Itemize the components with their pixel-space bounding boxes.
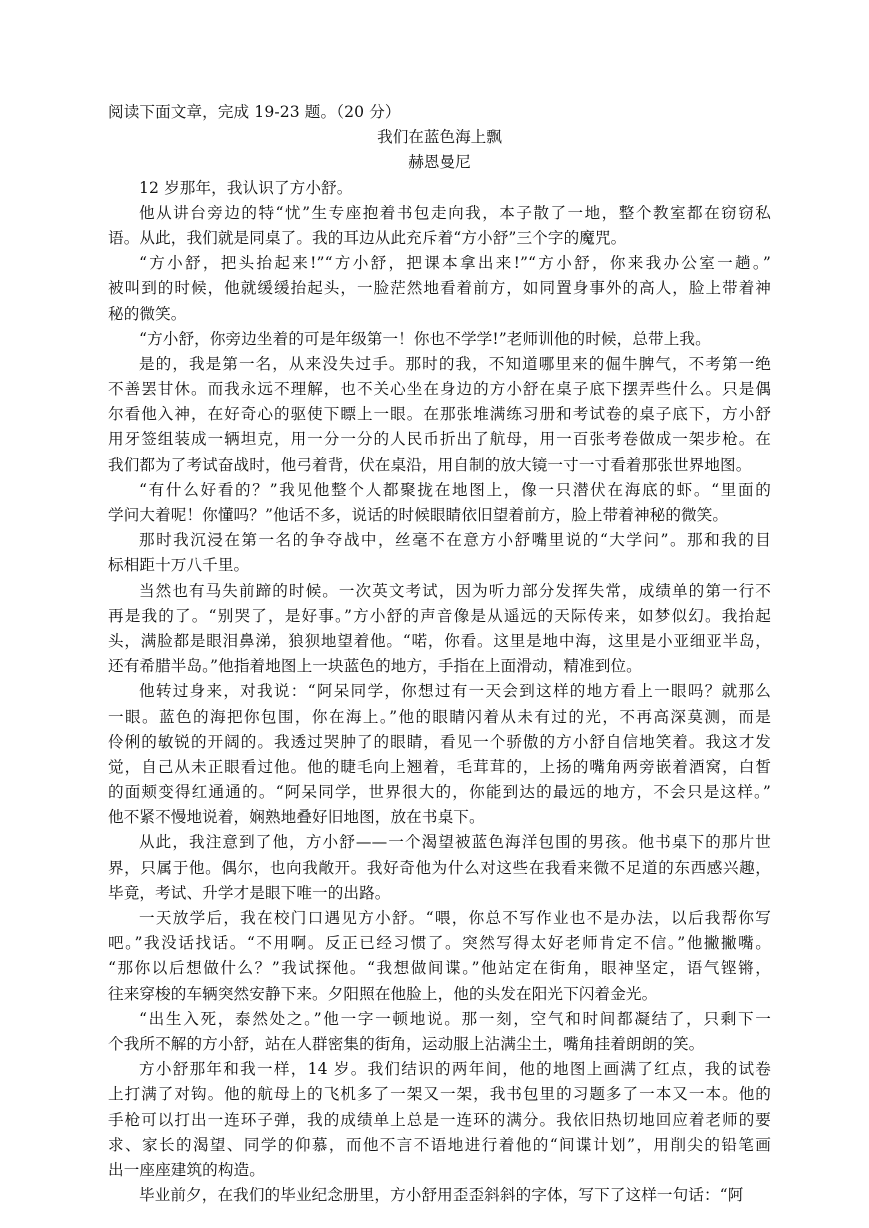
body-line: 的面颊变得红通通的。“阿呆同学，世界很大的，你能到达的最远的地方，不会只是这样。” — [108, 783, 771, 802]
body-line: 求、家长的渴望、同学的仰慕，而他不言不语地进行着他的“间谍计划”，用削尖的铅笔画 — [108, 1135, 771, 1154]
body-line: 标相距十万八千里。 — [108, 556, 250, 575]
body-line: 尔看他入神，在好奇心的驱使下瞟上一眼。在那张堆满练习册和考试卷的桌子底下，方小舒 — [108, 405, 771, 424]
body-line: 从此，我注意到了他，方小舒——一个渴望被蓝色海洋包围的男孩。他书桌下的那片世 — [139, 833, 771, 852]
body-line: 界，只属于他。偶尔，也向我敞开。我好奇他为什么对这些在我看来微不足道的东西感兴趣， — [108, 858, 771, 877]
body-line: 不善罢甘休。而我永远不理解，也不关心坐在身边的方小舒在桌子底下摆弄些什么。只是偶 — [108, 380, 771, 399]
body-line: 秘的微笑。 — [108, 304, 187, 323]
body-line: 毕竟，考试、升学才是眼下唯一的出路。 — [108, 883, 391, 902]
body-line: 头，满脸都是眼泪鼻涕，狼狈地望着他。“喏，你看。这里是地中海，这里是小亚细亚半岛， — [108, 631, 771, 650]
body-line: 语。从此，我们就是同桌了。我的耳边从此充斥着“方小舒”三个字的魔咒。 — [108, 228, 627, 247]
body-line: 觉，自己从未正眼看过他。他的睫毛向上翘着，毛茸茸的，上扬的嘴角两旁嵌着酒窝，白皙 — [108, 757, 771, 776]
body-line: 我们都为了考试奋战时，他弓着背，伏在桌沿，用自制的放大镜一寸一寸看着那张世界地图。 — [108, 455, 752, 474]
body-line: 一天放学后，我在校门口遇见方小舒。“喂，你总不写作业也不是办法，以后我帮你写 — [139, 909, 771, 927]
body-line: “那你以后想做什么？”我试探他。“我想做间谍。”他站定在街角，眼神坚定，语气铿锵， — [108, 959, 771, 978]
body-line: 当然也有马失前蹄的时候。一次英文考试，因为听力部分发挥失常，成绩单的第一行不 — [139, 581, 771, 600]
body-line: 吧。”我没话找话。“不用啊。反正已经习惯了。突然写得太好老师肯定不信。”他撇撇嘴。 — [108, 934, 771, 953]
body-line: 12 岁那年，我认识了方小舒。 — [139, 178, 353, 197]
body-line: 伶俐的敏锐的开阔的。我透过哭肿了的眼睛，看见一个骄傲的方小舒自信地笑着。我这才发 — [108, 732, 771, 751]
body-line: 还有希腊半岛。”他指着地图上一块蓝色的地方，手指在上面滑动，精准到位。 — [108, 657, 642, 676]
body-line: “方小舒，你旁边坐着的可是年级第一！你也不学学!”老师训他的时候，总带上我。 — [139, 329, 711, 348]
body-line: 被叫到的时候，他就缓缓抬起头，一脸茫然地看着前方，如同置身事外的高人，脸上带着神 — [108, 279, 771, 298]
body-line: 那时我沉浸在第一名的争夺战中，丝毫不在意方小舒嘴里说的“大学问”。那和我的目 — [139, 531, 771, 550]
body-line: 用牙签组装成一辆坦克，用一分一分的人民币折出了航母，用一百张考卷做成一架步枪。在 — [108, 430, 771, 449]
body-line: “出生入死，泰然处之。”他一字一顿地说。那一刻，空气和时间都凝结了，只剩下一 — [139, 1009, 771, 1028]
body-line: 他不紧不慢地说着，娴熟地叠好旧地图，放在书桌下。 — [108, 808, 485, 827]
body-line: 他转过身来，对我说：“阿呆同学，你想过有一天会到这样的地方看上一眼吗？就那么 — [139, 682, 771, 701]
body-line: 学问大着呢！你懂吗？”他话不多，说话的时候眼睛依旧望着前方，脸上带着神秘的微笑。 — [108, 506, 729, 524]
article-body — [108, 176, 771, 1209]
body-line: 个我所不解的方小舒，站在人群密集的街角，运动服上沾满尘土，嘴角挂着朗朗的笑。 — [108, 1034, 705, 1053]
body-line: 手枪可以打出一连环子弹，我的成绩单上总是一连环的满分。我依旧热切地回应着老师的要 — [108, 1110, 771, 1129]
body-line: 方小舒那年和我一样，14 岁。我们结识的两年间，他的地图上画满了红点，我的试卷 — [139, 1060, 771, 1079]
body-line: 是的，我是第一名，从来没失过手。那时的我，不知道哪里来的倔牛脾气，不考第一绝 — [139, 354, 771, 373]
body-line: 上打满了对钩。他的航母上的飞机多了一架又一架，我书包里的习题多了一本又一本。他的 — [108, 1085, 771, 1104]
article-title: 我们在蓝色海上飘 — [377, 128, 502, 147]
body-line: 再是我的了。“别哭了，是好事。”方小舒的声音像是从遥远的天际传来，如梦似幻。我抬起 — [108, 606, 771, 625]
body-line: 毕业前夕，在我们的毕业纪念册里，方小舒用歪歪斜斜的字体，写下了这样一句话：“阿 — [139, 1186, 744, 1205]
body-line: 往来穿梭的车辆突然安静下来。夕阳照在他脸上，他的头发在阳光下闪着金光。 — [108, 984, 658, 1003]
body-line: “有什么好看的？”我见他整个人都聚拢在地图上，像一只潜伏在海底的虾。“里面的 — [139, 480, 771, 499]
article-author: 赫恩曼尼 — [408, 153, 471, 172]
body-line: 他从讲台旁边的特“忧”生专座抱着书包走向我，本子散了一地，整个教室都在窃窃私 — [139, 203, 771, 222]
instruction-text: 阅读下面文章，完成 19-23 题。（20 分） — [108, 103, 401, 121]
body-line: 一眼。蓝色的海把你包围，你在海上。”他的眼睛闪着从未有过的光，不再高深莫测，而是 — [108, 707, 771, 726]
body-line: “方小舒，把头抬起来!”“方小舒，把课本拿出来!”“方小舒，你来我办公室一趟。” — [139, 254, 771, 273]
body-line: 出一座座建筑的构造。 — [108, 1160, 265, 1179]
